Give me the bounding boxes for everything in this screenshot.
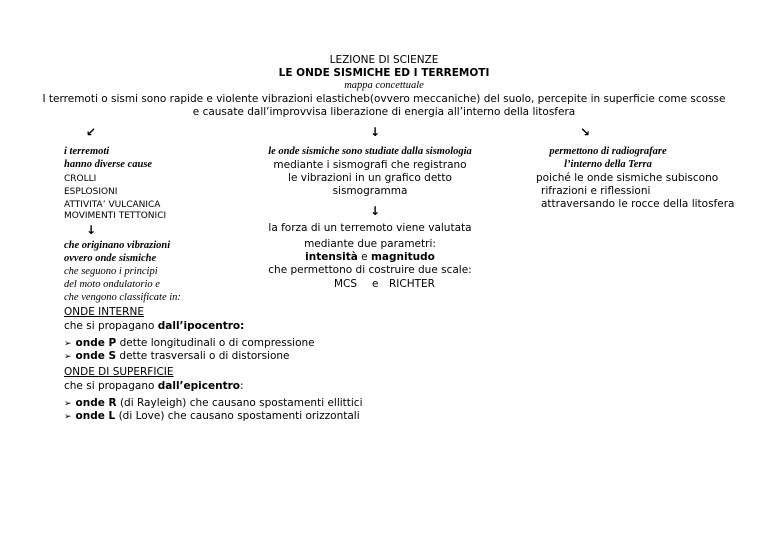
center-line: sismogramma <box>332 185 408 197</box>
internal-waves-subtitle <box>64 320 244 332</box>
list-item-r-wave <box>64 397 363 409</box>
center-heading: le onde sismiche sono studiate dalla sismologia <box>268 146 472 157</box>
arrow-down-left-icon: ↙ <box>86 125 97 139</box>
arrow-down-icon: ↓ <box>370 125 381 139</box>
lesson-label: LEZIONE DI SCIENZE <box>329 54 439 66</box>
arrow-down-icon: ↓ <box>370 204 381 218</box>
center-line: mediante due parametri: <box>304 238 436 250</box>
page-subtitle: mappa concettuale <box>344 80 424 91</box>
hypocenter-term: dall’ipocentro: <box>157 320 245 332</box>
center-line: che permettono di costruire due scale: <box>268 264 472 276</box>
cause-item: MOVIMENTI TETTONICI <box>64 211 167 221</box>
left-principles-3: che vengono classificate in: <box>64 292 181 303</box>
p-wave-desc: dette longitudinali o di compressione <box>116 337 315 349</box>
conjunction: e <box>357 251 371 263</box>
left-principles-2: del moto ondulatorio e <box>64 279 160 290</box>
right-heading-2: l’interno della Terra <box>564 159 652 170</box>
left-seismic-waves: ovvero onde sismiche <box>64 253 157 264</box>
arrow-down-right-icon: ↘ <box>580 125 591 139</box>
intro-line-1: I terremoti o sismi sono rapide e violente vibrazioni elasticheb(ovvero meccaniche) del suolo, percepite in superficie come scosse <box>42 93 726 105</box>
surface-waves-sub-text: che si propagano <box>64 380 158 392</box>
left-causes-heading: hanno diverse cause <box>64 159 153 170</box>
intensity-term: intensità <box>305 251 358 263</box>
center-line: la forza di un terremoto viene valutata <box>268 222 472 234</box>
center-line: le vibrazioni in un grafico detto <box>288 172 452 184</box>
arrow-down-icon: ↓ <box>86 223 97 237</box>
scale-richter: RICHTER <box>389 278 435 290</box>
scale-separator: e <box>372 278 379 290</box>
left-principles-1: che seguono i principi <box>64 266 158 277</box>
internal-waves-sub-text: che si propagano <box>64 320 158 332</box>
colon: : <box>240 380 244 392</box>
magnitude-term: magnitudo <box>370 251 435 263</box>
right-heading: permettono di radiografare <box>549 146 667 157</box>
r-wave-desc: (di Rayleigh) che causano spostamenti ellittici <box>116 397 363 409</box>
bullet-icon: ➢ <box>64 412 72 422</box>
center-parameters <box>235 251 505 263</box>
l-wave-desc: (di Love) che causano spostamenti orizzontali <box>115 410 360 422</box>
s-wave-term: onde S <box>75 350 117 362</box>
scale-mcs: MCS <box>334 278 358 290</box>
list-item-s-wave <box>64 350 290 362</box>
surface-waves-title: ONDE DI SUPERFICIE <box>64 366 174 378</box>
internal-waves-title: ONDE INTERNE <box>64 306 144 318</box>
left-vibrations: che originano vibrazioni <box>64 240 171 251</box>
s-wave-desc: dette trasversali o di distorsione <box>116 350 290 362</box>
cause-item: ESPLOSIONI <box>64 187 118 197</box>
list-item-p-wave <box>64 337 315 349</box>
cause-item: CROLLI <box>64 174 97 184</box>
surface-waves-subtitle <box>64 380 244 392</box>
bullet-icon: ➢ <box>64 352 72 362</box>
bullet-icon: ➢ <box>64 399 72 409</box>
list-item-l-wave <box>64 410 360 422</box>
epicenter-term: dall’epicentro <box>157 380 241 392</box>
page-title: LE ONDE SISMICHE ED I TERREMOTI <box>278 67 490 79</box>
r-wave-term: onde R <box>75 397 117 409</box>
left-heading: i terremoti <box>64 146 110 157</box>
intro-line-2: e causate dall’improvvisa liberazione di energia all’interno della litosfera <box>192 106 576 118</box>
l-wave-term: onde L <box>75 410 116 422</box>
center-line: mediante i sismografi che registrano <box>273 159 467 171</box>
cause-item: ATTIVITA’ VULCANICA <box>64 200 161 210</box>
p-wave-term: onde P <box>75 337 117 349</box>
right-line: attraversando le rocce della litosfera <box>541 198 735 210</box>
right-line: rifrazioni e riflessioni <box>541 185 651 197</box>
right-line: poiché le onde sismiche subiscono <box>536 172 719 184</box>
bullet-icon: ➢ <box>64 339 72 349</box>
